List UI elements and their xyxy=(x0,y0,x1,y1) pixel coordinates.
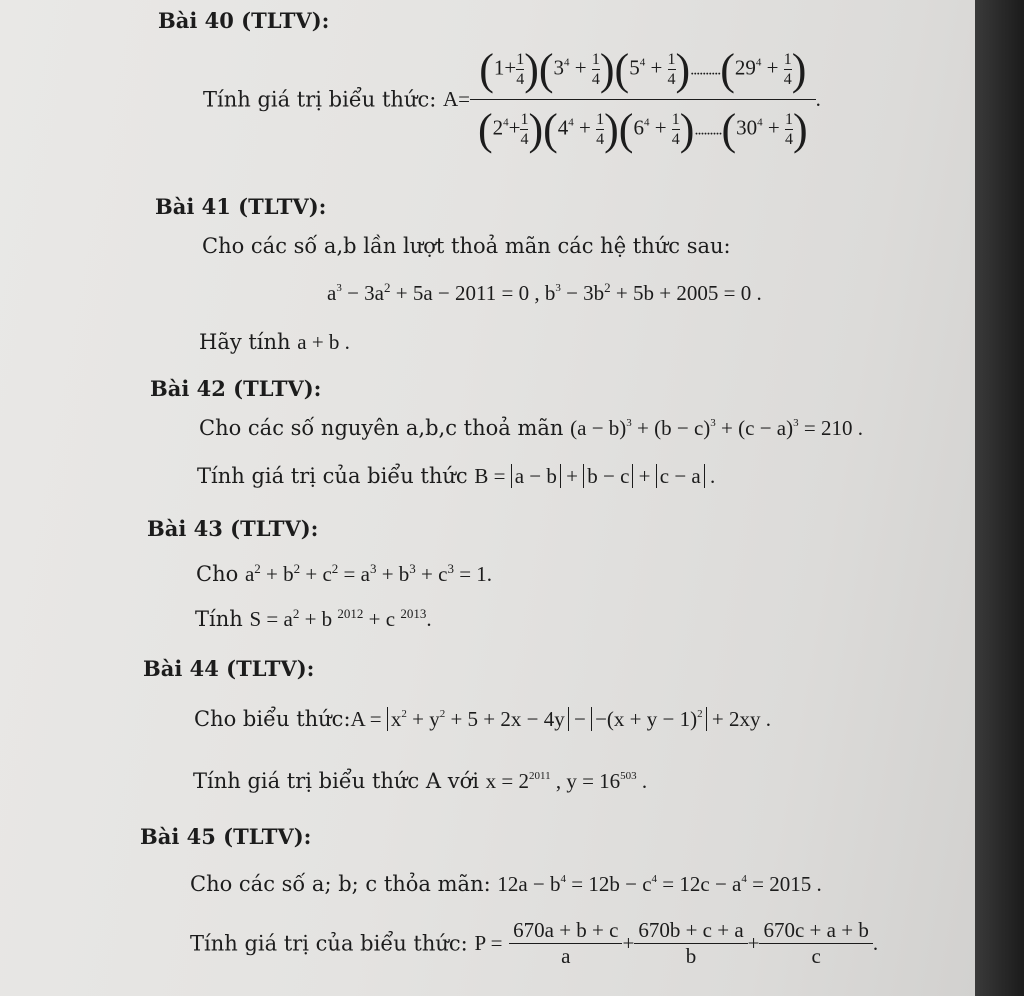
problem-41-ask: Hãy tính a + b . xyxy=(199,330,350,354)
problem-45-title: Bài 45 (TLTV): xyxy=(140,824,312,849)
problem-45-ask-text: Tính giá trị của biểu thức: xyxy=(190,931,468,956)
problem-44-intro: Cho biểu thức:A = $x^2 + y^2 + 5 + 2x - 4y - -(x + y - 1)^2 + 2xy$ . xyxy=(194,707,771,731)
problem-40-prompt: Tính giá trị biểu thức: xyxy=(203,87,437,112)
fraction-c: $\frac{670c + a + b}{c}$ xyxy=(759,918,872,969)
problem-44-ask-text: Tính giá trị biểu thức A với xyxy=(193,769,479,793)
problem-44-title: Bài 44 (TLTV): xyxy=(143,656,315,681)
problem-44-intro-text: Cho biểu thức: xyxy=(194,707,351,731)
problem-43-title: Bài 43 (TLTV): xyxy=(147,516,319,541)
fraction-b: $\frac{670b + c + a}{b}$ xyxy=(634,918,747,969)
page-edge-shadow xyxy=(975,0,1024,996)
problem-43-intro-text: Cho xyxy=(196,562,239,586)
problem-43-ask-text: Tính xyxy=(195,607,243,631)
problem-42-title: Bài 42 (TLTV): xyxy=(150,376,322,401)
problem-45-ask: Tính giá trị của biểu thức: P = $\frac{670a + b + c}{a}$ + $\frac{670b + c + a}{b}$ + $\frac{670c + a + b}{c}$ . xyxy=(190,918,879,968)
problem-42-ask-text: Tính giá trị của biểu thức xyxy=(197,464,468,488)
problem-41-title: Bài 41 (TLTV): xyxy=(155,194,327,219)
fraction-a: $\frac{670a + b + c}{a}$ xyxy=(509,918,622,969)
product-fraction: (1+ $\frac{1}{4}$ )($3^4$ + $\frac{1}{4}$ )($5^4$ + $\frac{1}{4}$ )$..........(29^4$ + $\frac{1}{4}$ ) ($2^4+$ $\frac{1}{4}$ )($4^4$ + $\frac{1}{4}$ )($6^4$ + $\frac{1}{4}$ )$.........(30^4$ + $\frac{1}{4}$ ) xyxy=(470,44,816,155)
problem-42-ask: Tính giá trị của biểu thức B = a − b + b − c + c − a . xyxy=(197,464,716,488)
problem-43-ask: Tính $S = a^2 + b$ $^{2012}$ + c $^{2013}$. xyxy=(195,606,432,631)
problem-41-intro: Cho các số a,b lần lượt thoả mãn các hệ thức sau: xyxy=(202,234,731,258)
problem-43-intro: Cho $a^2 + b^2 + c^2 = a^3 + b^3 + c^3 = 1$. xyxy=(196,561,493,586)
problem-42-intro-text: Cho các số nguyên a,b,c thoả mãn xyxy=(199,416,564,440)
problem-41-ask-text: Hãy tính xyxy=(199,330,291,354)
problem-45-intro-text: Cho các số a; b; c thỏa mãn: xyxy=(190,872,491,896)
problem-44-ask: Tính giá trị biểu thức A với $x = 2^{2011}$ , $y = 16^{503}$ . xyxy=(193,769,648,793)
problem-42-intro: Cho các số nguyên a,b,c thoả mãn $(a - b)^3 + (b - c)^3 + (c - a)^3 = 210$ . xyxy=(199,416,863,440)
problem-41-equations: $a^3 - 3a^2 + 5a - 2011 = 0$ , $b^3 - 3b^2 + 5b + 2005 = 0$ . xyxy=(327,280,762,305)
problem-40-body: Tính giá trị biểu thức: A= (1+ $\frac{1}{4}$ )($3^4$ + $\frac{1}{4}$ )($5^4$ + $\frac{1}{4}$ )$..........(29^4$ + $\frac{1}{4}$ ) ($2^4+$ $\frac{1}{4}$ )($4^4$ + $\frac{1}{4}$ )($6^4$ + $\frac{1}{4}$ )$.........(30^4$ + $\frac{1}{4}$ ) . xyxy=(203,45,821,154)
problem-45-intro: Cho các số a; b; c thỏa mãn: $12a - b^4 = 12b - c^4 = 12c - a^4 = 2015$ . xyxy=(190,872,822,896)
problem-40-title: Bài 40 (TLTV): xyxy=(158,8,330,33)
